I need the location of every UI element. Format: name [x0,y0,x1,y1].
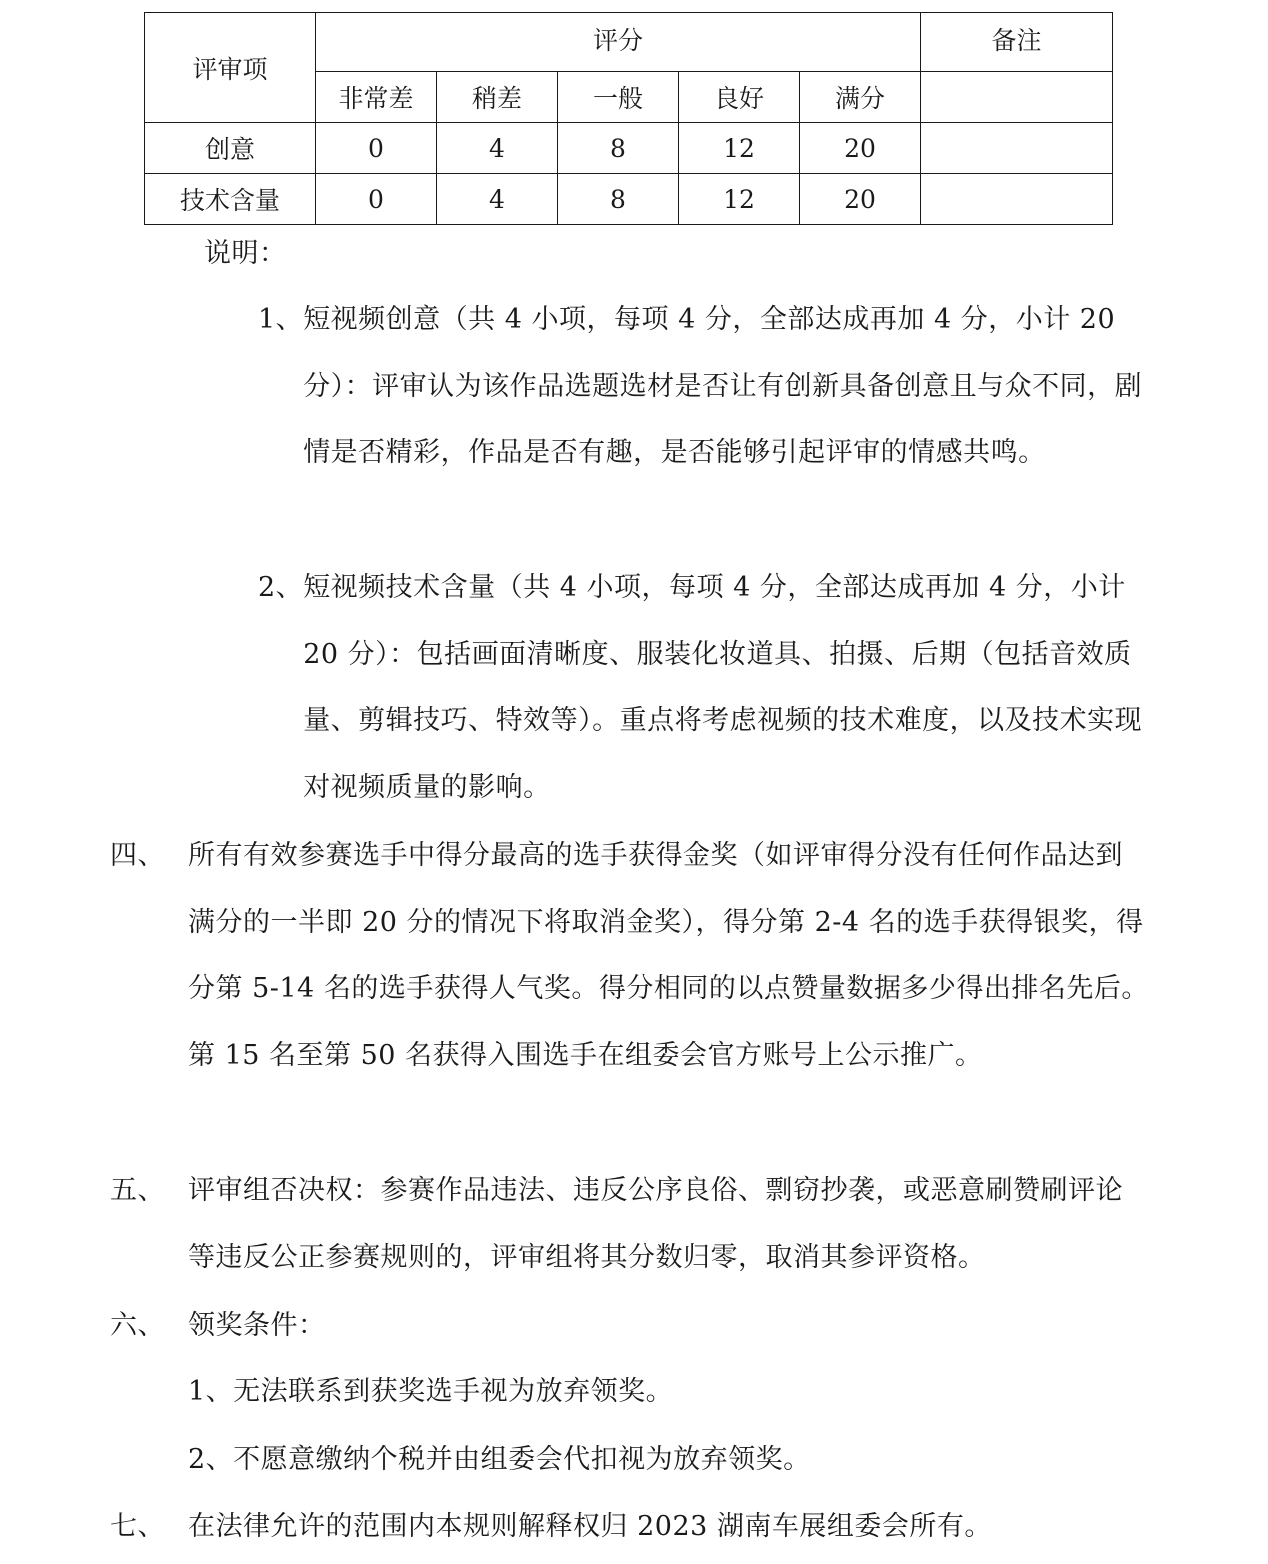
level-very-poor: 非常差 [316,72,437,123]
section-six [110,1293,1150,1360]
item-number: 1、 [258,304,304,335]
item-number: 2、 [258,572,304,603]
score-cell: 20 [800,123,921,174]
level-poor: 稍差 [437,72,558,123]
level-full: 满分 [800,72,921,123]
scoring-table [144,12,1113,225]
item-text: 短视频创意（共 4 小项，每项 4 分，全部达成再加 4 分，小计 20 分）：评审认为该作品选题选材是否让有创新具备创意且与众不同，剧情是否精彩，作品是否有趣，是否能够引起评审的情感共鸣。 [303,304,1143,468]
explanation-item-1 [258,287,1150,487]
section-number: 七、 [110,1511,165,1542]
score-cell: 4 [437,174,558,225]
level-good: 良好 [679,72,800,123]
award-condition-1: 1、无法联系到获奖选手视为放弃领奖。 [188,1376,674,1407]
score-cell: 0 [316,123,437,174]
section-five [110,1158,1150,1291]
note-cell [921,72,1113,123]
header-review-item: 评审项 [145,13,316,123]
header-note: 备注 [921,13,1113,72]
section-text: 所有有效参赛选手中得分最高的选手获得金奖（如评审得分没有任何作品达到满分的一半即 20 分的情况下将取消金奖），得分第 2-4 名的选手获得银奖，得分第 5-14 名的选手获得人气奖。得分相同的以点赞量数据多少得出排名先后。第 15 名至第 50 名获得入围选手在组委会官方账号上公示推广。 [188,840,1149,1071]
score-cell: 0 [316,174,437,225]
award-condition-2: 2、不愿意缴纳个税并由组委会代扣视为放弃领奖。 [188,1444,811,1475]
header-score: 评分 [316,13,921,72]
section-four [110,823,1150,1089]
section-seven [110,1494,1150,1561]
section-number: 四、 [110,840,165,871]
score-cell: 4 [437,123,558,174]
table-header-row [145,13,1113,72]
note-cell [921,174,1113,225]
score-cell: 8 [558,174,679,225]
explanation-item-2 [258,555,1150,821]
section-text: 领奖条件： [188,1310,326,1341]
score-cell: 12 [679,174,800,225]
score-cell: 8 [558,123,679,174]
table-row [145,123,1113,174]
item-text: 短视频技术含量（共 4 小项，每项 4 分，全部达成再加 4 分，小计 20 分）：包括画面清晰度、服装化妆道具、拍摄、后期（包括音效质量、剪辑技巧、特效等）。重点将考虑视频的技术难度，以及技术实现对视频质量的影响。 [303,572,1143,803]
section-text: 评审组否决权：参赛作品违法、违反公序良俗、剽窃抄袭，或恶意刷赞刷评论等违反公正参赛规则的，评审组将其分数归零，取消其参评资格。 [188,1175,1123,1273]
section-number: 五、 [110,1175,165,1206]
note-cell [921,123,1113,174]
section-number: 六、 [110,1310,165,1341]
level-average: 一般 [558,72,679,123]
row-item: 技术含量 [145,174,316,225]
score-cell: 20 [800,174,921,225]
section-text: 在法律允许的范围内本规则解释权归 2023 湖南车展组委会所有。 [188,1511,992,1542]
row-item: 创意 [145,123,316,174]
table-row [145,174,1113,225]
explanation-label: 说明： [204,238,287,269]
score-cell: 12 [679,123,800,174]
